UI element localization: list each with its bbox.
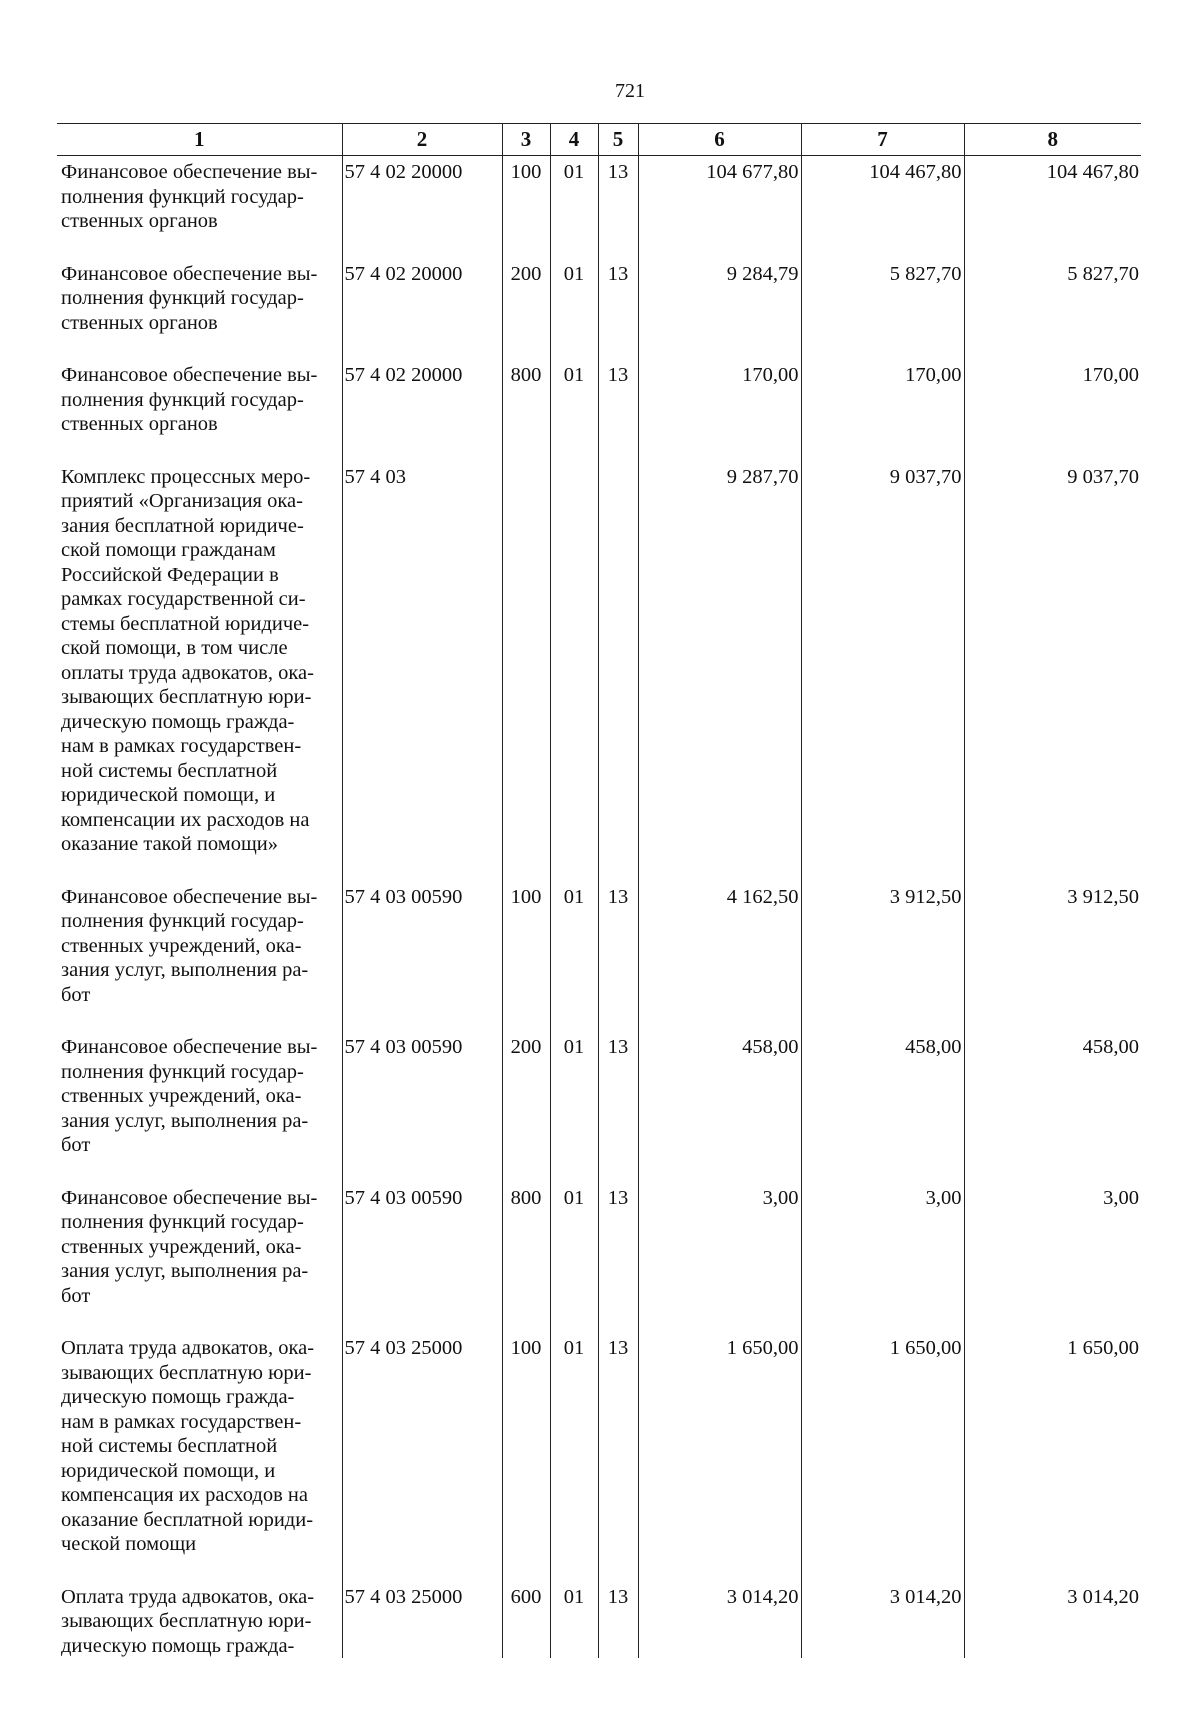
amount-col7-cell: 5 827,70 xyxy=(801,258,964,360)
expense-type-cell: 100 xyxy=(502,156,550,258)
section-cell xyxy=(550,461,598,881)
item-name-cell: Комплекс процессных меро- приятий «Организация ока- зания бесплатной юридиче- ской помощи гражданам Российской Федерации в рамках государственной си- стемы бесплатной юридиче- ской помощи, в том числе оплаты труда адвокатов, ока- зывающих бесплатную юри- дическую помощь гражда- нам в рамках государствен- ной системы бесплатной юридической помощи, и компенсации их расходов на оказание такой помощи» xyxy=(61,465,314,855)
subsection-cell: 13 xyxy=(598,359,638,461)
item-name-cell: Финансовое обеспечение вы- полнения функций государ- ственных учреждений, ока- зания услуг, выполнения ра- бот xyxy=(61,885,318,1006)
section-cell: 01 xyxy=(550,881,598,1032)
expense-type-cell: 200 xyxy=(502,258,550,360)
section-cell: 01 xyxy=(550,359,598,461)
target-code-cell: 57 4 02 20000 xyxy=(342,359,502,461)
amount-col6-cell: 1 650,00 xyxy=(638,1332,801,1581)
subsection-cell: 13 xyxy=(598,1581,638,1659)
subsection-cell: 13 xyxy=(598,881,638,1032)
amount-col7-cell: 104 467,80 xyxy=(801,156,964,258)
subsection-cell xyxy=(598,461,638,881)
amount-col7-cell: 1 650,00 xyxy=(801,1332,964,1581)
subsection-cell: 13 xyxy=(598,1182,638,1333)
section-cell: 01 xyxy=(550,1031,598,1182)
amount-col6-cell: 9 284,79 xyxy=(638,258,801,360)
column-header: 1 xyxy=(57,124,342,156)
amount-col7-cell: 3,00 xyxy=(801,1182,964,1333)
amount-col6-cell: 170,00 xyxy=(638,359,801,461)
amount-col8-cell: 104 467,80 xyxy=(964,156,1141,258)
column-header: 6 xyxy=(638,124,801,156)
expense-type-cell: 100 xyxy=(502,881,550,1032)
table-row xyxy=(57,881,1141,1032)
amount-col6-cell: 458,00 xyxy=(638,1031,801,1182)
column-header: 7 xyxy=(801,124,964,156)
table-row xyxy=(57,156,1141,258)
target-code-cell: 57 4 03 00590 xyxy=(342,881,502,1032)
target-code-cell: 57 4 02 20000 xyxy=(342,156,502,258)
item-name-cell: Финансовое обеспечение вы- полнения функций государ- ственных органов xyxy=(61,364,318,435)
table-row xyxy=(57,359,1141,461)
expense-type-cell: 600 xyxy=(502,1581,550,1659)
expense-type-cell: 200 xyxy=(502,1031,550,1182)
subsection-cell: 13 xyxy=(598,1332,638,1581)
target-code-cell: 57 4 03 xyxy=(342,461,502,881)
item-name-cell: Оплата труда адвокатов, ока- зывающих бесплатную юри- дическую помощь гражда- xyxy=(61,1585,315,1657)
expense-type-cell: 800 xyxy=(502,359,550,461)
item-name-cell: Финансовое обеспечение вы- полнения функций государ- ственных органов xyxy=(61,262,318,334)
target-code-cell: 57 4 03 25000 xyxy=(342,1332,502,1581)
item-name-cell: Финансовое обеспечение вы- полнения функций государ- ственных органов xyxy=(61,161,318,232)
amount-col7-cell: 3 014,20 xyxy=(801,1581,964,1659)
amount-col8-cell: 9 037,70 xyxy=(964,461,1141,881)
section-cell: 01 xyxy=(550,1182,598,1333)
subsection-cell: 13 xyxy=(598,258,638,360)
amount-col8-cell: 3 912,50 xyxy=(964,881,1141,1032)
page-number: 721 xyxy=(615,80,645,102)
column-header: 8 xyxy=(964,124,1141,156)
budget-table xyxy=(57,123,1141,1658)
table-row xyxy=(57,258,1141,360)
table-header-row xyxy=(57,124,1141,156)
target-code-cell: 57 4 02 20000 xyxy=(342,258,502,360)
expense-type-cell: 100 xyxy=(502,1332,550,1581)
subsection-cell: 13 xyxy=(598,1031,638,1182)
section-cell: 01 xyxy=(550,1332,598,1581)
amount-col6-cell: 3 014,20 xyxy=(638,1581,801,1659)
amount-col7-cell: 170,00 xyxy=(801,359,964,461)
amount-col7-cell: 3 912,50 xyxy=(801,881,964,1032)
table-row xyxy=(57,1332,1141,1581)
amount-col6-cell: 9 287,70 xyxy=(638,461,801,881)
amount-col8-cell: 458,00 xyxy=(964,1031,1141,1182)
table-row xyxy=(57,1182,1141,1333)
amount-col6-cell: 4 162,50 xyxy=(638,881,801,1032)
section-cell: 01 xyxy=(550,156,598,258)
section-cell: 01 xyxy=(550,1581,598,1659)
expense-type-cell xyxy=(502,461,550,881)
target-code-cell: 57 4 03 00590 xyxy=(342,1182,502,1333)
column-header: 4 xyxy=(550,124,598,156)
amount-col6-cell: 104 677,80 xyxy=(638,156,801,258)
expense-type-cell: 800 xyxy=(502,1182,550,1333)
column-header: 5 xyxy=(598,124,638,156)
column-header: 2 xyxy=(342,124,502,156)
amount-col8-cell: 3 014,20 xyxy=(964,1581,1141,1659)
amount-col8-cell: 3,00 xyxy=(964,1182,1141,1333)
column-header: 3 xyxy=(502,124,550,156)
table-row xyxy=(57,461,1141,881)
amount-col6-cell: 3,00 xyxy=(638,1182,801,1333)
amount-col8-cell: 170,00 xyxy=(964,359,1141,461)
amount-col7-cell: 458,00 xyxy=(801,1031,964,1182)
item-name-cell: Финансовое обеспечение вы- полнения функций государ- ственных учреждений, ока- зания услуг, выполнения ра- бот xyxy=(61,1036,318,1156)
item-name-cell: Оплата труда адвокатов, ока- зывающих бесплатную юри- дическую помощь гражда- нам в рамках государствен- ной системы бесплатной юридической помощи, и компенсация их расходов на оказание бесплатной юриди- ческой помощи xyxy=(61,1337,315,1555)
target-code-cell: 57 4 03 00590 xyxy=(342,1031,502,1182)
amount-col8-cell: 1 650,00 xyxy=(964,1332,1141,1581)
table-row xyxy=(57,1031,1141,1182)
subsection-cell: 13 xyxy=(598,156,638,258)
amount-col7-cell: 9 037,70 xyxy=(801,461,964,881)
table-row xyxy=(57,1581,1141,1659)
amount-col8-cell: 5 827,70 xyxy=(964,258,1141,360)
section-cell: 01 xyxy=(550,258,598,360)
item-name-cell: Финансовое обеспечение вы- полнения функций государ- ственных учреждений, ока- зания услуг, выполнения ра- бот xyxy=(61,1186,318,1307)
target-code-cell: 57 4 03 25000 xyxy=(342,1581,502,1659)
